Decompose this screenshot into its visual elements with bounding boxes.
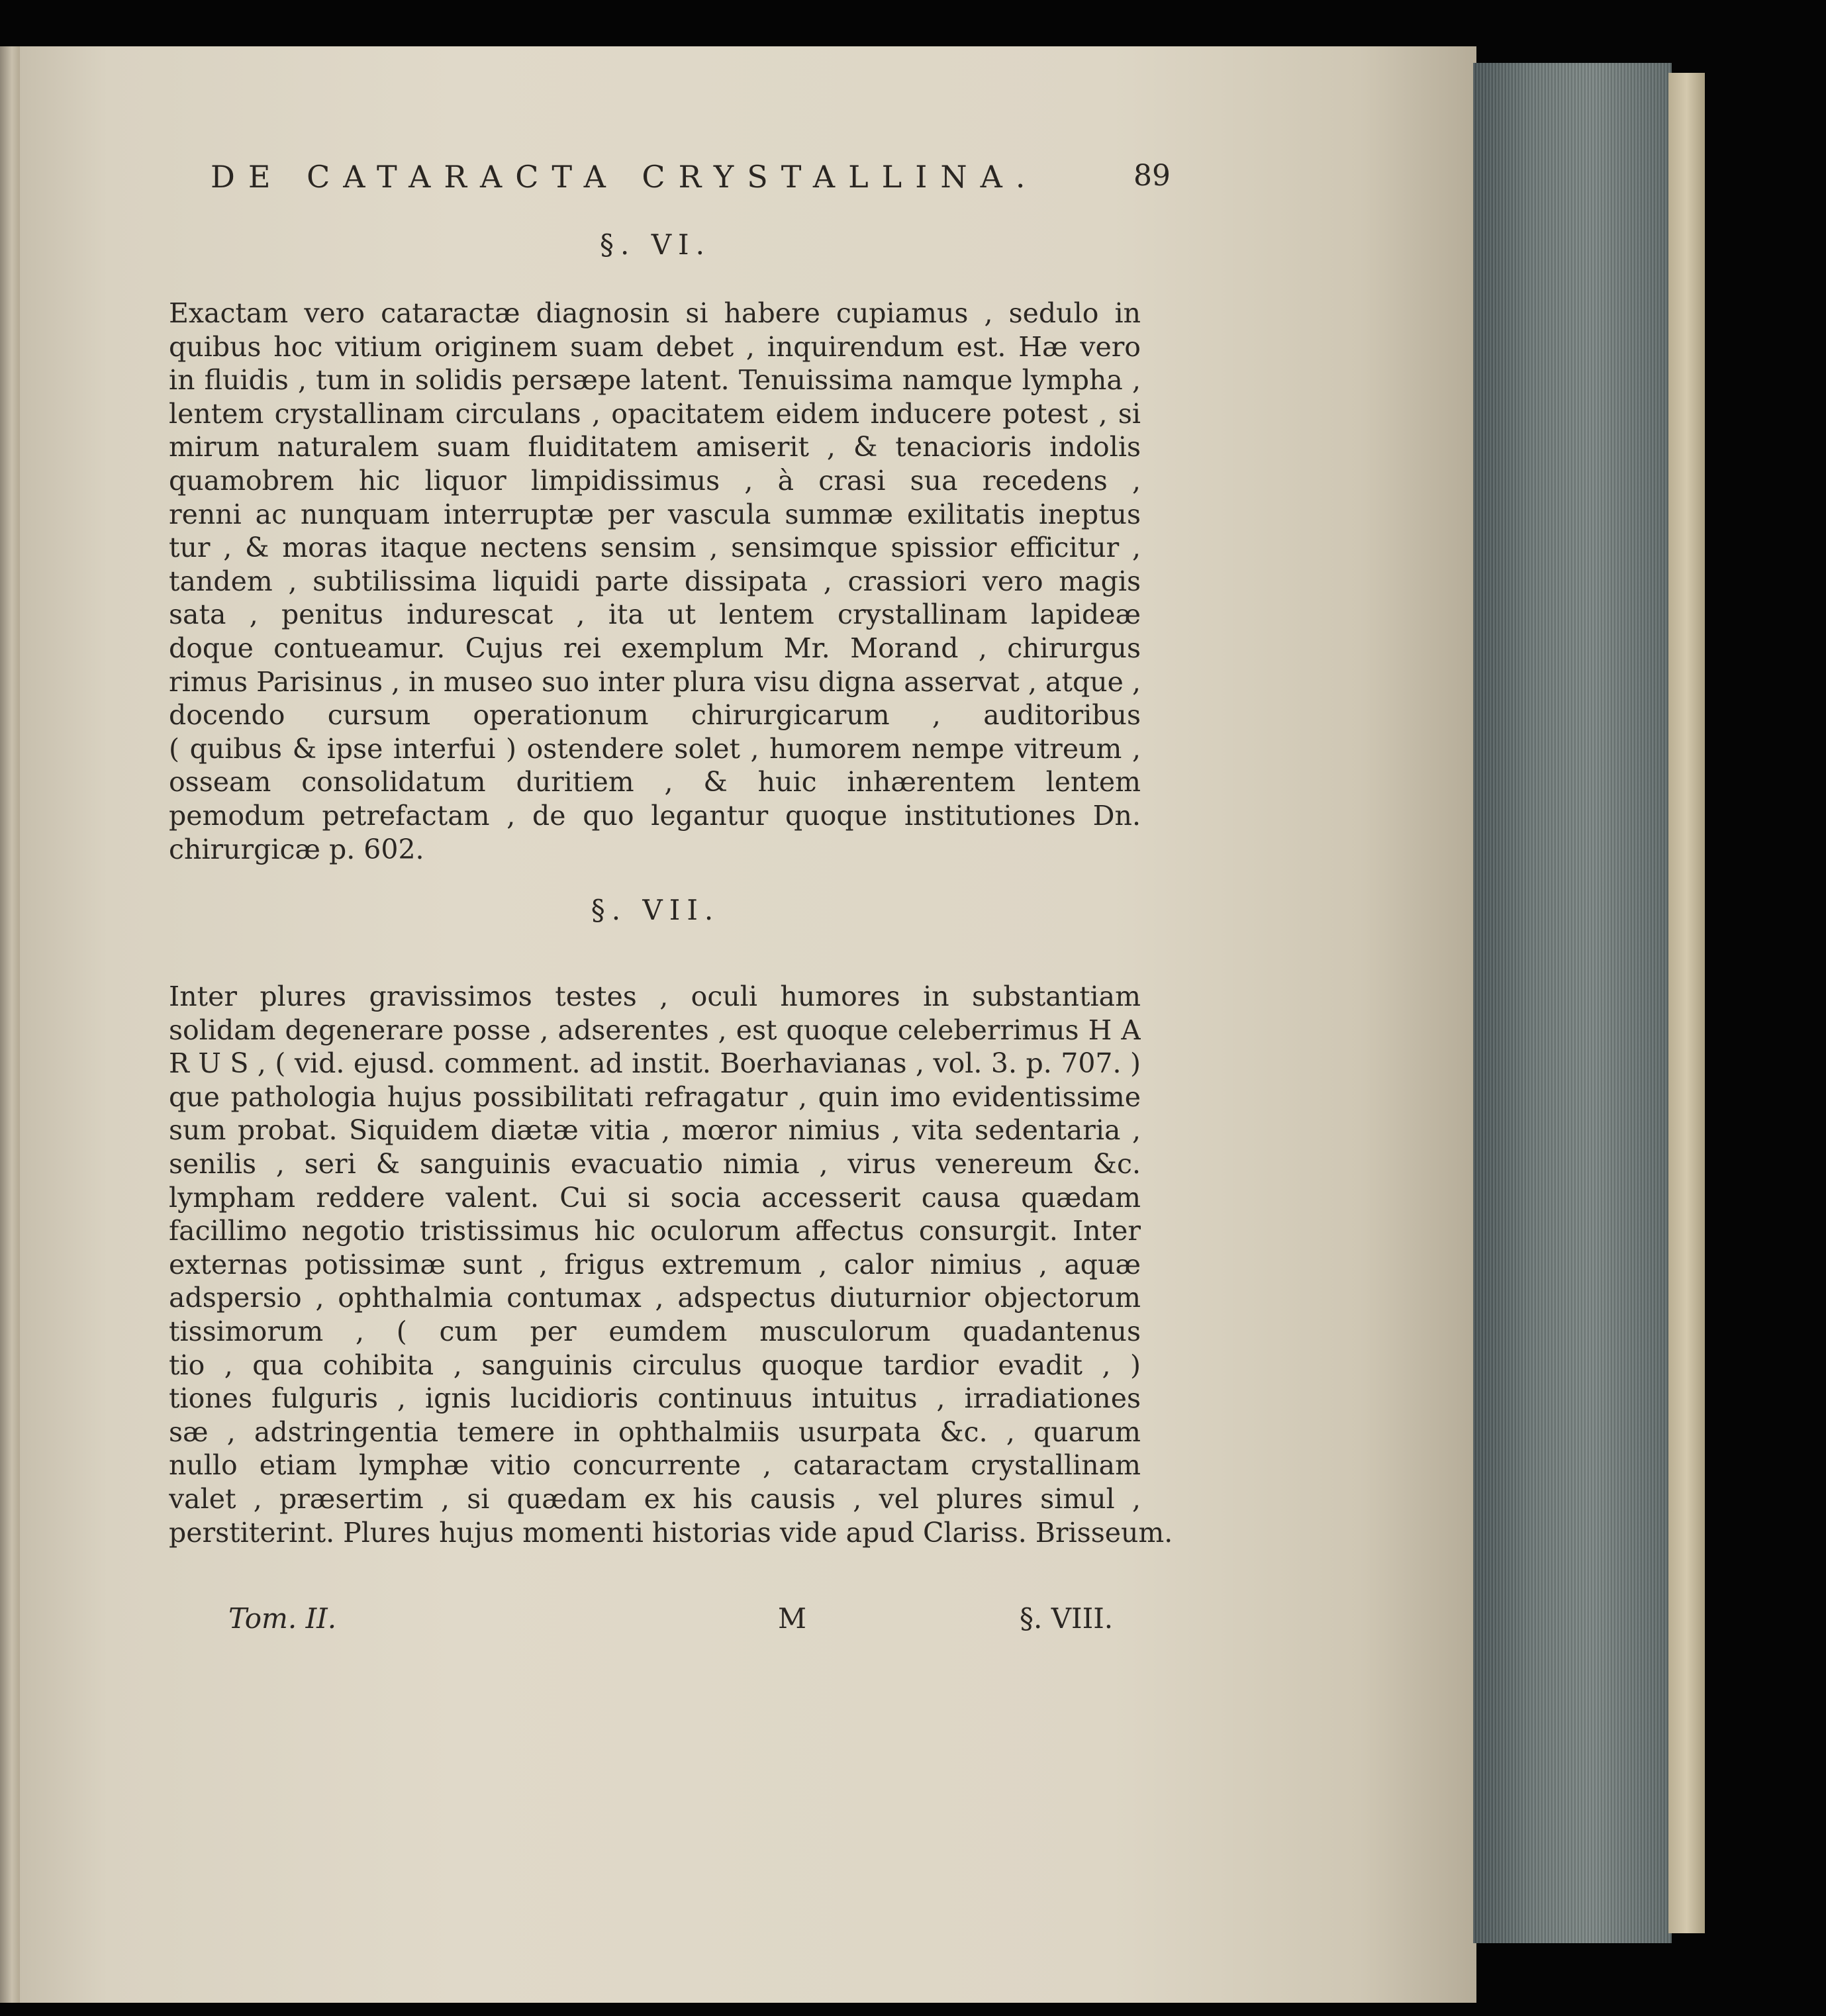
text-line: R U S , ( vid. ejusd. comment. ad instit. Boerhavianas , vol. 3. p. 707. ) [169,1047,1141,1080]
text-line: tandem , subtilissima liquidi parte dissipata , crassiori vero magis [169,565,1141,597]
binding-edge [0,46,20,2003]
text-line: perstiterint. Plures hujus momenti historias vide apud Clariss. Brisseum. [169,1516,1173,1549]
text-line: ( quibus & ipse interfui ) ostendere solet , humorem nempe vitreum , [169,732,1141,765]
text-line: lympham reddere valent. Cui si socia accesserit causa quædam [169,1181,1141,1214]
text-line: docendo cursum operationum chirurgicarum , auditoribus [169,699,1141,732]
text-line: senilis , seri & sanguinis evacuatio nimia , virus venereum &c. [169,1147,1141,1180]
text-line: lentem crystallinam circulans , opacitatem eidem inducere potest , si [169,397,1141,430]
text-line: tissimorum , ( cum per eumdem musculorum quadantenus [169,1315,1141,1347]
text-line: quibus hoc vitium originem suam debet , inquirendum est. Hæ vero [169,330,1141,363]
text-line: sum probat. Siquidem diætæ vitia , mœror nimius , vita sedentaria , [169,1114,1141,1147]
text-line: adspersio , ophthalmia contumax , adspectus diuturnior objectorum [169,1282,1141,1314]
paragraph-section-vi [169,297,1141,866]
text-line: valet , præsertim , si quædam ex his causis , vel plures simul , [169,1482,1141,1515]
text-line: Exactam vero cataractæ diagnosin si habere cupiamus , sedulo in [169,297,1141,329]
section-heading-vi: §. VI. [600,228,711,261]
text-line: quamobrem hic liquor limpidissimus , à crasi sua recedens , [169,464,1141,497]
text-line: solidam degenerare posse , adserentes , est quoque celeberrimus H A [169,1014,1141,1046]
book-cover-edge [1668,73,1705,1933]
section-heading-vii: §. VII. [591,894,720,926]
text-line: tio , qua cohibita , sanguinis circulus quoque tardior evadit , ) [169,1349,1141,1381]
page-block-edge [1473,63,1672,1943]
text-line: rimus Parisinus , in museo suo inter plura visu digna asservat , atque , [169,665,1141,698]
text-line: osseam consolidatum duritiem , & huic inhærentem lentem [169,766,1141,798]
signature-mark: M [778,1602,807,1635]
text-line: externas potissimæ sunt , frigus extremum , calor nimius , aquæ [169,1248,1141,1280]
text-line: tur , & moras itaque nectens sensim , sensimque spissior efficitur , [169,532,1141,564]
text-line: sata , penitus indurescat , ita ut lentem crystallinam lapideæ [169,599,1141,631]
text-line: facillimo negotio tristissimus hic oculorum affectus consurgit. Inter [169,1215,1141,1247]
paragraph-section-vii [169,980,1173,1549]
page-number: 89 [1133,159,1171,193]
text-line: que pathologia hujus possibilitati refragatur , quin imo evidentissime [169,1080,1141,1113]
text-line: Inter plures gravissimos testes , oculi humores in substantiam [169,981,1141,1012]
volume-mark: Tom. II. [228,1602,337,1635]
page-footer [228,1602,1142,1642]
text-line: chirurgicæ p. 602. [169,833,424,865]
text-line: in fluidis , tum in solidis persæpe latent. Tenuissima namque lympha , [169,364,1141,397]
running-header [211,159,1171,212]
text-line: tiones fulguris , ignis lucidioris continuus intuitus , irradiationes [169,1382,1141,1415]
text-line: nullo etiam lymphæ vitio concurrente , cataractam crystallinam [169,1449,1141,1482]
text-line: pemodum petrefactam , de quo legantur quoque institutiones Dn. [169,799,1141,832]
text-line: renni ac nunquam interruptæ per vascula summæ exilitatis ineptus [169,498,1141,530]
running-title: DE CATARACTA CRYSTALLINA. [211,159,1039,195]
text-line: doque contueamur. Cujus rei exemplum Mr. Morand , chirurgus [169,632,1141,664]
text-line: mirum naturalem suam fluiditatem amiserit , & tenacioris indolis [169,431,1141,463]
catchword: §. VIII. [1020,1602,1114,1635]
text-line: sæ , adstringentia temere in ophthalmiis usurpata &c. , quarum [169,1416,1141,1448]
